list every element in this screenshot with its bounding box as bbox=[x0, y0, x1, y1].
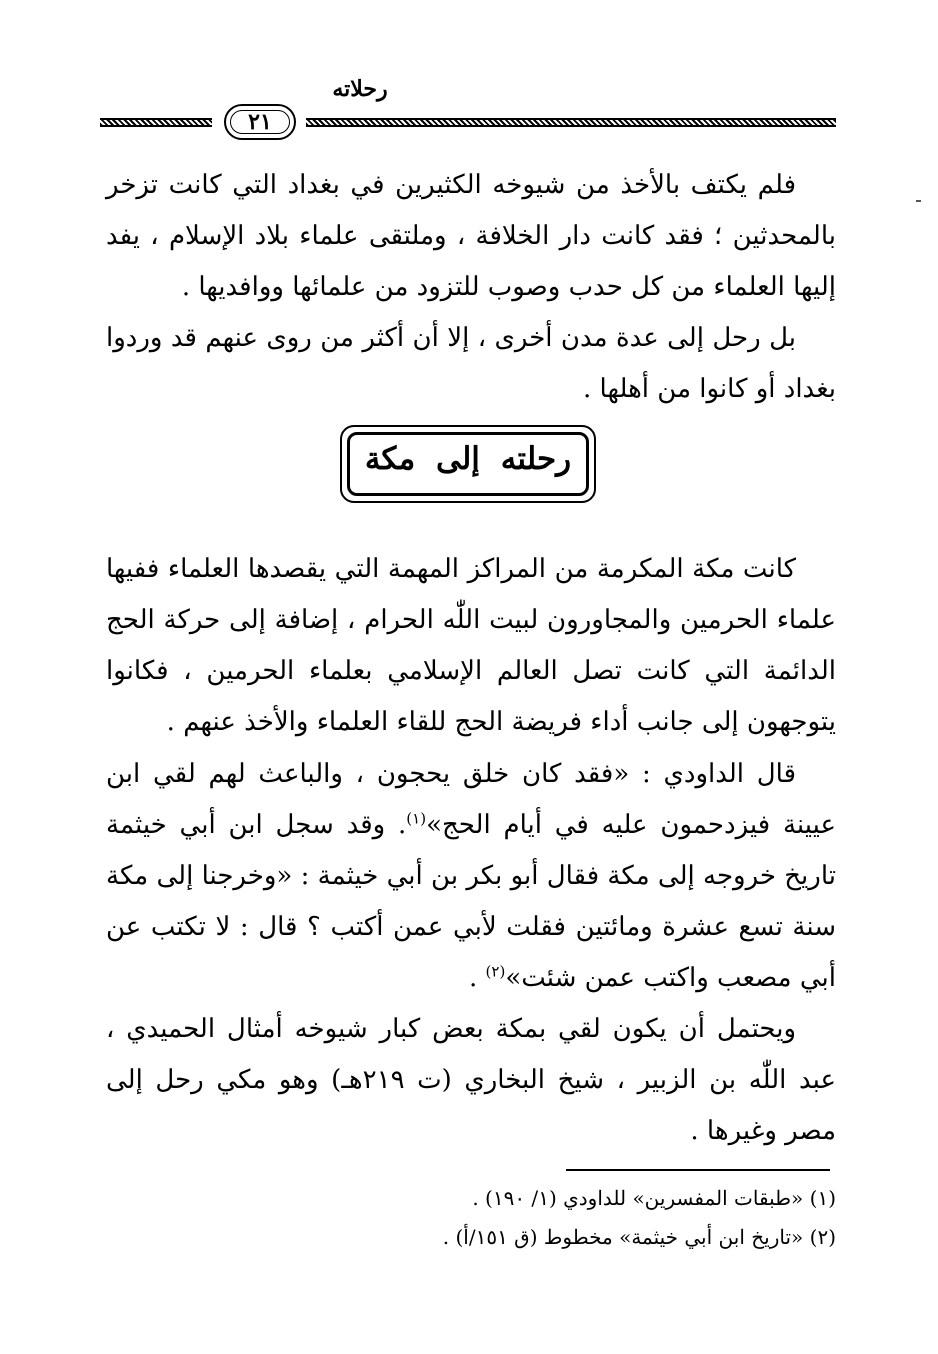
section-heading: رحلته إلى مكة bbox=[364, 441, 572, 477]
header-ornament bbox=[100, 104, 836, 144]
page-number-frame bbox=[224, 104, 296, 140]
section-heading-box bbox=[340, 425, 596, 503]
paragraph-3-text: كانت مكة المكرمة من المراكز المهمة التي يقصدها العلماء ففيها علماء الحرمين والمجاورون لبيت اللّٰه الحرام ، إضافة إلى حركة الحج الدائمة التي كانت تصل العالم الإسلامي بعلماء الحرمين ، فكانوا يتوجهون إلى جانب أداء فريضة الحج للقاء العلماء والأخذ عنهم . bbox=[106, 554, 836, 737]
running-title: رحلاته bbox=[332, 76, 388, 102]
footnote-separator bbox=[566, 1169, 830, 1171]
footnote-2: (٢) «تاريخ ابن أبي خيثمة» مخطوط (ق ١٥١/أ) . bbox=[442, 1225, 836, 1249]
paragraph-2-text: بل رحل إلى عدة مدن أخرى ، إلا أن أكثر من روى عنهم قد وردوا بغداد أو كانوا من أهلها . bbox=[106, 323, 836, 404]
paragraph-5 bbox=[106, 1004, 836, 1157]
paragraph-4-text-a: قال الداودي : «فقد كان خلق يحجون ، والباعث لهم لقي ابن عيينة فيزدحمون عليه في أيام الحج» bbox=[106, 759, 836, 840]
header-rule-left bbox=[100, 118, 212, 127]
paragraph-3 bbox=[106, 544, 836, 748]
paragraph-4-text-c: . bbox=[469, 963, 486, 993]
paragraph-1-text: فلم يكتف بالأخذ من شيوخه الكثيرين في بغداد التي كانت تزخر بالمحدثين ؛ فقد كانت دار الخلافة ، وملتقى علماء بلاد الإسلام ، يفد إليها العلماء من كل حدب وصوب للتزود من علمائها ووافديها . bbox=[106, 170, 836, 302]
footnote-ref-1[interactable]: (١) bbox=[406, 809, 427, 828]
footnote-ref-2[interactable]: (٢) bbox=[485, 962, 506, 981]
paragraph-4 bbox=[106, 749, 836, 1004]
header-rule-right bbox=[306, 118, 836, 127]
page-number: ٢١ bbox=[248, 109, 272, 135]
footnote-1: (١) «طبقات المفسرين» للداودي (١/ ١٩٠) . bbox=[472, 1186, 836, 1210]
paragraph-5-text: ويحتمل أن يكون لقي بمكة بعض كبار شيوخه أمثال الحميدي ، عبد اللّٰه بن الزبير ، شيخ البخاري (ت ٢١٩هـ) وهو مكي رحل إلى مصر وغيرها . bbox=[106, 1014, 837, 1146]
scan-mark bbox=[916, 200, 921, 202]
paragraph-2 bbox=[106, 313, 836, 415]
paragraph-1 bbox=[106, 160, 836, 313]
paragraph-4-text-b: . وقد سجل ابن أبي خيثمة تاريخ خروجه إلى مكة فقال أبو بكر بن أبي خيثمة : «وخرجنا إلى مكة سنة تسع عشرة ومائتين فقلت لأبي عمن أكتب ؟ قال : لا تكتب عن أبي مصعب واكتب عمن شئت» bbox=[106, 810, 836, 993]
